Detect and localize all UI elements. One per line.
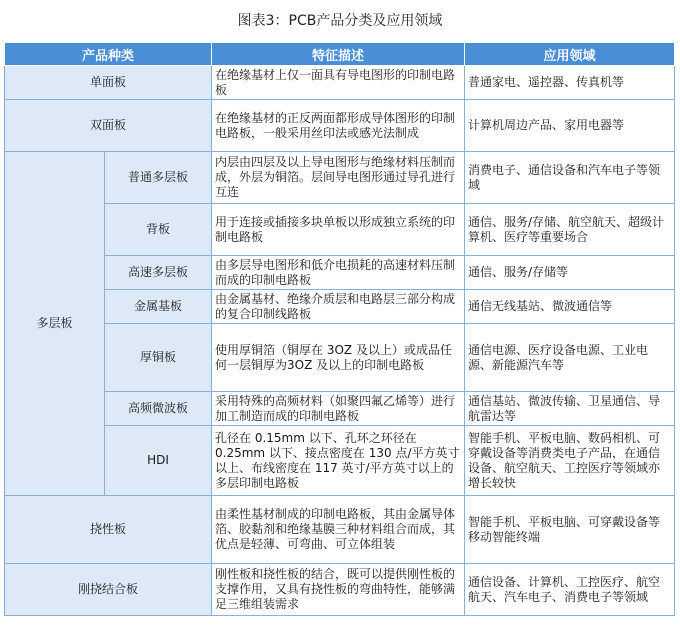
- table-row: [5, 324, 675, 392]
- header-row: [5, 43, 675, 66]
- table-row: [5, 204, 675, 256]
- table-row: [5, 496, 675, 564]
- application-cell: 智能手机、平板电脑、数码相机、可穿戴设备等消费类电子产品，在通信设备、航空航天、工控医疗等领域亦增长较快: [465, 426, 675, 496]
- application-cell: 通信、服务/存储、航空航天、超级计算机、医疗等重要场合: [465, 204, 675, 256]
- subcategory-cell: 厚铜板: [105, 324, 212, 392]
- category-cell: 单面板: [5, 66, 212, 100]
- table-row: [5, 66, 675, 100]
- application-cell: 通信、服务/存储等: [465, 256, 675, 290]
- subcategory-cell: 高频微波板: [105, 392, 212, 426]
- subcategory-cell: 普通多层板: [105, 152, 212, 204]
- figure-title: 图表3：PCB产品分类及应用领域: [237, 13, 443, 29]
- feature-cell: 刚性板和挠性板的结合，既可以提供刚性板的支撑作用，又具有挠性板的弯曲特性，能够满足三维组装需求: [212, 564, 465, 616]
- category-cell: 双面板: [5, 100, 212, 152]
- table-row: [5, 152, 675, 204]
- feature-cell: 在绝缘基材上仅一面具有导电图形的印制电路板: [212, 66, 465, 100]
- application-cell: 通信基站、微波传输、卫星通信、导航雷达等: [465, 392, 675, 426]
- feature-cell: 由多层导电图形和低介电损耗的高速材料压制而成的印制电路板: [212, 256, 465, 290]
- feature-cell: 由金属基材、绝缘介质层和电路层三部分构成的复合印制线路板: [212, 290, 465, 324]
- table-row: [5, 256, 675, 290]
- feature-cell: 用于连接或插接多块单板以形成独立系统的印制电路板: [212, 204, 465, 256]
- application-cell: 普通家电、遥控器、传真机等: [465, 66, 675, 100]
- category-cell: 挠性板: [5, 496, 212, 564]
- subcategory-cell: 高速多层板: [105, 256, 212, 290]
- application-cell: 通信设备、计算机、工控医疗、航空航天、汽车电子、消费电子等领域: [465, 564, 675, 616]
- category-cell-multilayer: 多层板: [5, 152, 105, 496]
- feature-cell: 孔径在 0.15mm 以下、孔环之环径在 0.25mm 以下、接点密度在 130 点/平方英寸以上、布线密度在 117 英寸/平方英寸以上的多层印制电路板: [212, 426, 465, 496]
- subcategory-cell: 金属基板: [105, 290, 212, 324]
- subcategory-cell: HDI: [105, 426, 212, 496]
- application-cell: 通信电源、医疗设备电源、工业电源、新能源汽车等: [465, 324, 675, 392]
- pcb-classification-table: [4, 42, 675, 616]
- table-row: [5, 564, 675, 616]
- application-cell: 智能手机、平板电脑、可穿戴设备等移动智能终端: [465, 496, 675, 564]
- feature-cell: 内层由四层及以上导电图形与绝缘材料压制而成，外层为铜箔。层间导电图形通过导孔进行互连: [212, 152, 465, 204]
- header-product-type: 产品种类: [5, 43, 212, 66]
- feature-cell: 使用厚铜箔（铜厚在 3OZ 及以上）或成品任何一层铜厚为3OZ 及以上的印制电路板: [212, 324, 465, 392]
- feature-cell: 采用特殊的高频材料（如聚四氟乙烯等）进行加工制造而成的印制电路板: [212, 392, 465, 426]
- table-row: [5, 290, 675, 324]
- feature-cell: 由柔性基材制成的印制电路板，其由金属导体箔、胶黏剂和绝缘基膜三种材料组合而成，其优点是轻薄、可弯曲、可立体组装: [212, 496, 465, 564]
- category-cell: 刚挠结合板: [5, 564, 212, 616]
- table-row: [5, 426, 675, 496]
- table-row: [5, 100, 675, 152]
- header-application: 应用领域: [465, 43, 675, 66]
- table-row: [5, 392, 675, 426]
- header-feature: 特征描述: [212, 43, 465, 66]
- application-cell: 通信无线基站、微波通信等: [465, 290, 675, 324]
- feature-cell: 在绝缘基材的正反两面都形成导体图形的印制电路板，一般采用丝印法或感光法制成: [212, 100, 465, 152]
- application-cell: 消费电子、通信设备和汽车电子等领域: [465, 152, 675, 204]
- subcategory-cell: 背板: [105, 204, 212, 256]
- application-cell: 计算机周边产品、家用电器等: [465, 100, 675, 152]
